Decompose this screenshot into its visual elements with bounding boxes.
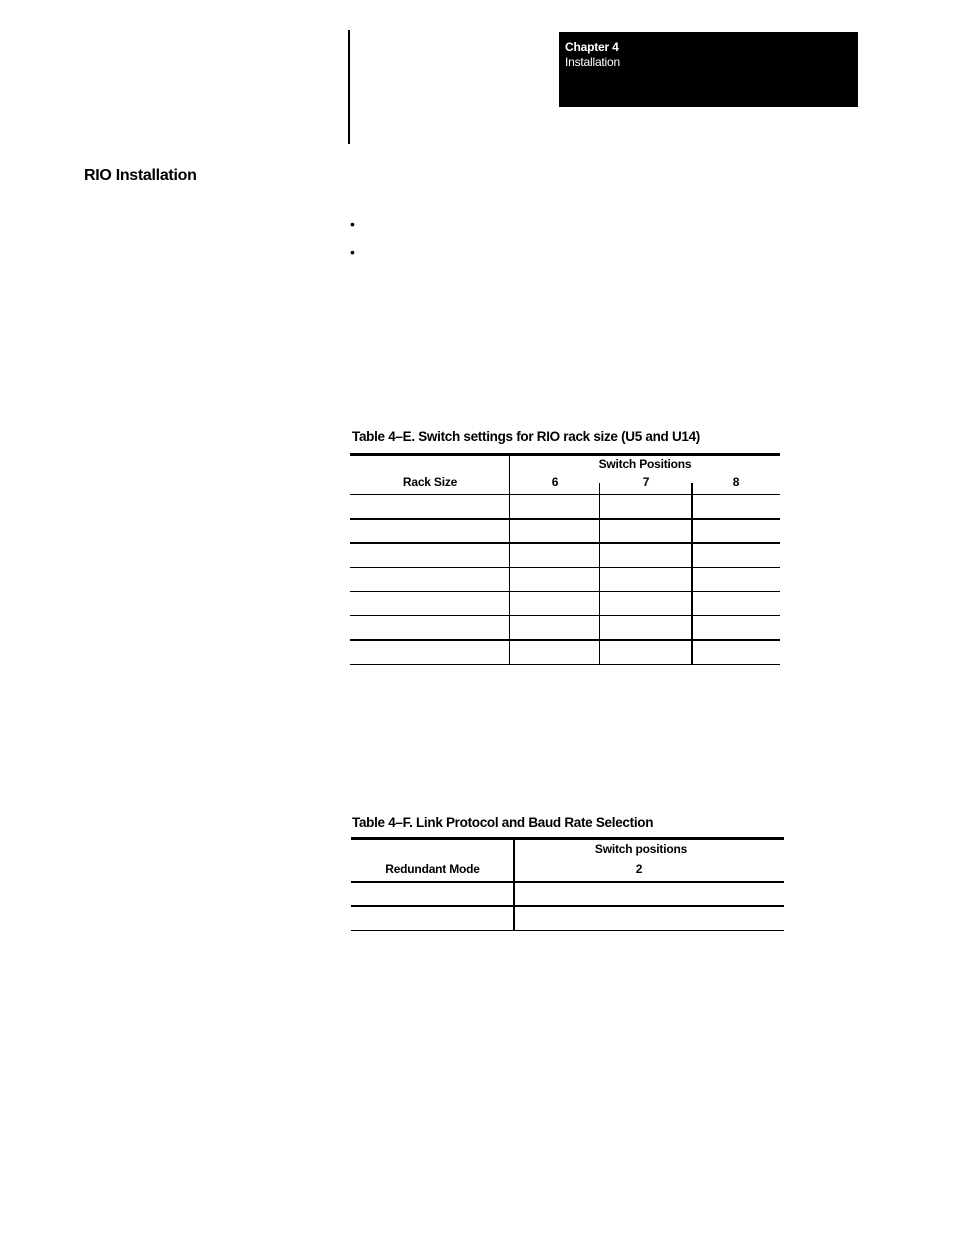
bullet-1: •: [350, 216, 355, 232]
table-e-row-rule: [350, 615, 780, 616]
table-e-switch-positions-header: Switch Positions: [598, 457, 692, 471]
table-e-col-7-header: 7: [642, 475, 650, 489]
table-f-vline: [513, 839, 515, 931]
table-f-top-rule: [351, 837, 784, 840]
table-e-vline-3: [691, 483, 693, 665]
table-f-bottom-rule: [351, 930, 784, 931]
table-e-row-rule: [350, 567, 780, 568]
table-e-row-rule: [350, 518, 780, 520]
chapter-number: Chapter 4: [565, 40, 619, 54]
table-e-row-rule: [350, 591, 780, 592]
bullet-2: •: [350, 244, 355, 260]
header-vertical-rule: [348, 30, 350, 144]
table-e-row-rule: [350, 639, 780, 641]
table-e-row-rule: [350, 542, 780, 544]
table-f-redundant-mode-header: Redundant Mode: [385, 862, 480, 876]
chapter-header-box: [559, 32, 858, 107]
table-e-rack-size-header: Rack Size: [402, 475, 458, 489]
table-f-row-rule: [351, 905, 784, 907]
table-f-col-2-header: 2: [635, 862, 643, 876]
table-e-col-6-header: 6: [551, 475, 559, 489]
table-e-header-rule: [350, 494, 780, 495]
table-e-caption: Table 4–E. Switch settings for RIO rack size (U5 and U14): [352, 429, 701, 444]
section-title: RIO Installation: [84, 167, 197, 184]
chapter-title: Installation: [565, 55, 620, 69]
table-e-vline-1: [509, 455, 510, 665]
table-e-bottom-rule: [350, 664, 780, 665]
table-e-col-8-header: 8: [732, 475, 740, 489]
table-f-header-rule: [351, 881, 784, 883]
table-f-switch-positions-header: Switch positions: [594, 842, 688, 856]
table-f-caption: Table 4–F. Link Protocol and Baud Rate Selection: [352, 815, 654, 830]
table-e-vline-2: [599, 483, 600, 665]
table-e-top-rule: [350, 453, 780, 456]
